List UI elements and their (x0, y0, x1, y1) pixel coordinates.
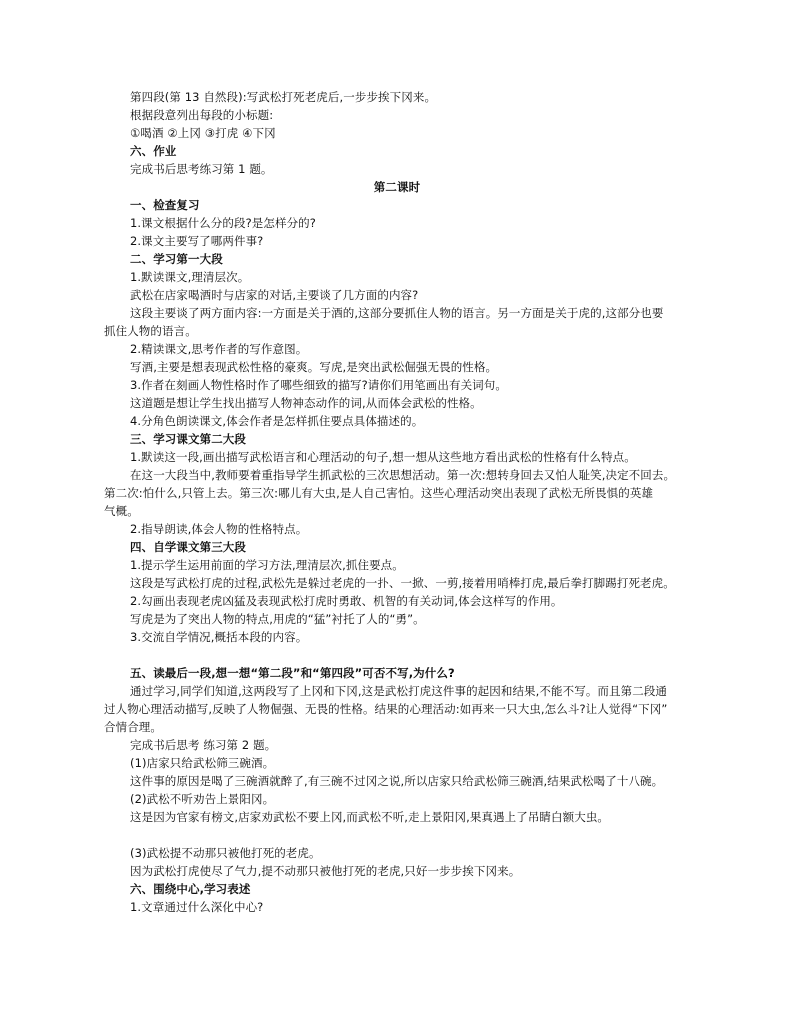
text-line: ①喝酒 ②上冈 ③打虎 ④下冈 (130, 126, 276, 140)
text-line: 写虎是为了突出人物的特点,用虎的“猛”衬托了人的“勇”。 (130, 612, 425, 626)
text-line: (3)武松提不动那只被他打死的老虎。 (130, 846, 321, 860)
text-line: 1.默读课文,理清层次。 (130, 270, 250, 284)
lesson-title: 第二课时 (373, 180, 421, 194)
text-line: 2.课文主要写了哪两件事? (130, 234, 264, 248)
text-line: 1.默读这一段,画出描写武松语言和心理活动的句子,想一想从这些地方看出武松的性格有什么特点。 (130, 450, 636, 464)
text-line: 因为武松打虎使尽了气力,提不动那只被他打死的老虎,只好一步步挨下冈来。 (130, 864, 521, 878)
text-line: 气概。 (104, 504, 139, 518)
section-heading: 六、围绕中心,学习表述 (130, 882, 251, 896)
text-line: 通过学习,同学们知道,这两段写了上冈和下冈,这是武松打虎这件事的起因和结果,不能不写。而且第二段通 (130, 684, 668, 698)
text-line: 这是因为官家有榜文,店家劝武松不要上冈,而武松不听,走上景阳冈,果真遇上了吊睛白额大虫。 (130, 810, 610, 824)
text-line: 4.分角色朗读课文,体会作者是怎样抓住要点具体描述的。 (130, 414, 424, 428)
text-line: 这段是写武松打虎的过程,武松先是躲过老虎的一扑、一掀、一剪,接着用哨棒打虎,最后拳打脚踢打死老虎。 (130, 576, 675, 590)
text-line: 根据段意列出每段的小标题: (130, 108, 274, 122)
section-heading: 五、读最后一段,想一想“第二段”和“第四段”可否不写,为什么? (130, 666, 455, 680)
text-line: 第二次:怕什么,只管上去。第三次:哪儿有大虫,是人自己害怕。这些心理活动突出表现了武松无所畏惧的英雄 (104, 486, 654, 500)
section-heading: 三、学习课文第二大段 (130, 432, 246, 446)
text-line: 完成书后思考 练习第 2 题。 (130, 738, 277, 752)
text-line: 抓住人物的语言。 (104, 324, 197, 338)
text-line: 写酒,主要是想表现武松性格的豪爽。写虎,是突出武松倔强无畏的性格。 (130, 360, 498, 374)
text-line: 在这一大段当中,教师要着重指导学生抓武松的三次思想活动。第一次:想转身回去又怕人耻笑,决定不回去。 (130, 468, 676, 482)
text-line: 武松在店家喝酒时与店家的对话,主要谈了几方面的内容? (130, 288, 419, 302)
text-line: 2.指导朗读,体会人物的性格特点。 (130, 522, 308, 536)
text-line: 合情合理。 (104, 720, 162, 734)
text-line: 3.交流自学情况,概括本段的内容。 (130, 630, 308, 644)
text-line: (1)店家只给武松筛三碗酒。 (130, 756, 275, 770)
section-heading: 一、检查复习 (130, 198, 200, 212)
section-heading: 四、自学课文第三大段 (130, 540, 246, 554)
section-heading: 六、作业 (130, 144, 177, 158)
text-line: 1.提示学生运用前面的学习方法,理清层次,抓住要点。 (130, 558, 404, 572)
text-line: 这道题是想让学生找出描写人物神态动作的词,从而体会武松的性格。 (130, 396, 482, 410)
text-line: 2.精读课文,思考作者的写作意图。 (130, 342, 308, 356)
text-line: 过人物心理活动描写,反映了人物倔强、无畏的性格。结果的心理活动:如再来一只大虫,怎么斗?让人觉得“下冈” (104, 702, 668, 716)
text-line: 第四段(第 13 自然段):写武松打死老虎后,一步步挨下冈来。 (130, 90, 437, 104)
text-line: 1.课文根据什么分的段?是怎样分的? (130, 216, 316, 230)
text-line: 完成书后思考练习第 1 题。 (130, 162, 273, 176)
text-line: 2.勾画出表现老虎凶猛及表现武松打虎时勇敢、机智的有关动词,体会这样写的作用。 (130, 594, 563, 608)
text-line: 3.作者在刻画人物性格时作了哪些细致的描写?请你们用笔画出有关词句。 (130, 378, 507, 392)
text-line: 1.文章通过什么深化中心? (130, 900, 264, 914)
text-line: 这件事的原因是喝了三碗酒就醉了,有三碗不过冈之说,所以店家只给武松筛三碗酒,结果武松喝了十八碗。 (130, 774, 664, 788)
text-line: (2)武松不听劝告上景阳冈。 (130, 792, 275, 806)
section-heading: 二、学习第一大段 (130, 252, 223, 266)
text-line: 这段主要谈了两方面内容:一方面是关于酒的,这部分要抓住人物的语言。另一方面是关于虎的,这部分也要 (130, 306, 664, 320)
